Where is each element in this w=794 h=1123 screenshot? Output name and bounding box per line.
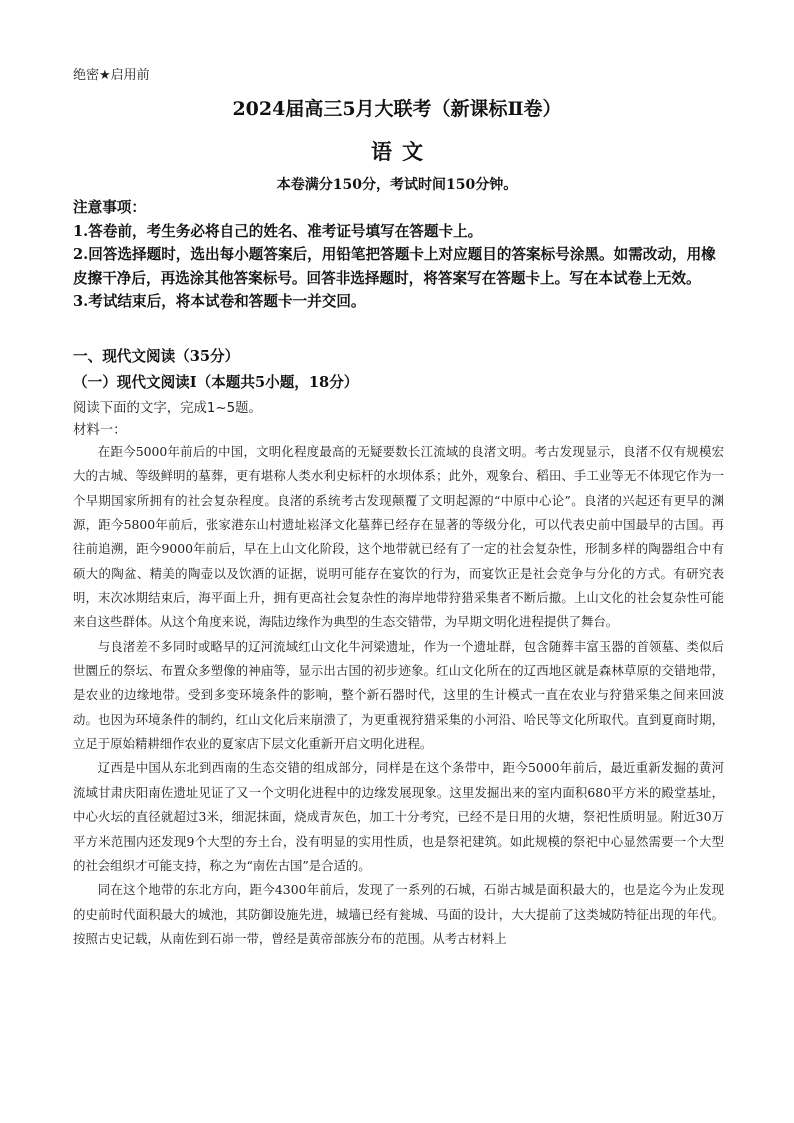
paragraph: 与良渚差不多同时或略早的辽河流域红山文化牛河梁遗址，作为一个遗址群，包含随葬丰富玉器的首领墓、类似后世圜丘的祭坛、布置众多塑像的神庙等，显示出古国的初步迹象。红山文化所在的辽西地区就是森林草原的交错地带，是农业的边缘地带。受到多变环境条件的影响，整个新石器时代，这里的生计模式一直在农业与狩猎采集之间来回波动。也因为环境条件的制约，红山文化后来崩溃了，为更重视狩猎采集的小河沿、哈民等文化所取代。直到夏商时期，立足于原始精耕细作农业的夏家店下层文化重新开启文明化进程。 — [73, 638, 724, 752]
notice-item: 2.回答选择题时，选出每小题答案后，用铅笔把答题卡上对应题目的答案标号涂黑。如需改动，用橡皮擦干净后，再选涂其他答案标号。回答非选择题时，将答案写在答题卡上。写在本试卷上无效。 — [73, 246, 716, 287]
notice-heading: 注意事项： — [73, 199, 146, 216]
notice-item: 1.答卷前，考生务必将自己的姓名、准考证号填写在答题卡上。 — [73, 222, 483, 240]
section-heading: 一、现代文阅读（35分） — [73, 348, 240, 365]
paragraph: 在距今5000年前后的中国，文明化程度最高的无疑要数长江流域的良渚文明。考古发现显示，良渚不仅有规模宏大的古城、等级鲜明的墓葬，更有堪称人类水利史标杆的水坝体系；此外，观象台、稻田、手工业等无不体现它作为一个早期国家所拥有的社会复杂程度。良渚的系统考古发现颠覆了文明起源的“中原中心论”。良渚的兴起还有更早的渊源，距今5800年前后，张家港东山村遗址崧泽文化墓葬已经存在显著的等级分化，可以代表史前中国最早的古国。再往前追溯，距今9000年前后，早在上山文化阶段，这个地带就已经有了一定的社会复杂性，形制多样的陶器组合中有硕大的陶盆、精美的陶壶以及饮酒的证据，说明可能存在宴饮的行为，而宴饮正是社会竞争与分化的方式。有研究表明，末次冰期结束后，海平面上升，拥有更高社会复杂性的海岸地带狩猎采集者不断后撤。上山文化的社会复杂性可能来自这些群体。从这个角度来说，海陆边缘作为典型的生态交错带，为早期文明化进程提供了舞台。 — [73, 444, 724, 630]
material-label: 材料一： — [73, 423, 127, 438]
material-text — [73, 440, 724, 951]
notice-block — [73, 196, 723, 314]
exam-title: 2024届高三5月大联考（新课标Ⅱ卷） — [232, 98, 562, 120]
paragraph: 辽西是中国从东北到西南的生态交错的组成部分，同样是在这个条带中，距今5000年前后，最近重新发掘的黄河流域甘肃庆阳南佐遗址见证了又一个文明化进程中的边缘发展现象。这里发掘出来的室内面积680平方米的殿堂基址，中心火坛的直径就超过3米，细泥抹面，烧成青灰色，加工十分考究，已经不是日用的火塘，祭祀性质明显。附近30万平方米范围内还发现9个大型的夯土台，没有明显的实用性质，也是祭祀建筑。如此规模的祭祀中心显然需要一个大型的社会组织才可能支持，称之为“南佐古国”是合适的。 — [73, 760, 724, 873]
reading-instruction: 阅读下面的文字，完成1~5题。 — [73, 401, 262, 416]
notice-item: 3.考试结束后，将本试卷和答题卡一并交回。 — [73, 293, 366, 310]
paragraph: 同在这个地带的东北方向，距今4300年前后，发现了一系列的石城，石峁古城是面积最大的，也是迄今为止发现的史前时代面积最大的城池，其防御设施先进，城墙已经有瓮城、马面的设计，大大提前了这类城防特征出现的年代。按照古史记载，从南佐到石峁一带，曾经是黄帝部族分布的范围。从考古材料上 — [73, 882, 724, 946]
subsection-heading: （一）现代文阅读Ⅰ（本题共5小题，18分） — [73, 374, 359, 391]
confidential-label: 绝密★启用前 — [73, 68, 150, 83]
subject-title: 语文 — [371, 139, 433, 164]
score-time-line: 本卷满分150分，考试时间150分钟。 — [276, 177, 518, 193]
